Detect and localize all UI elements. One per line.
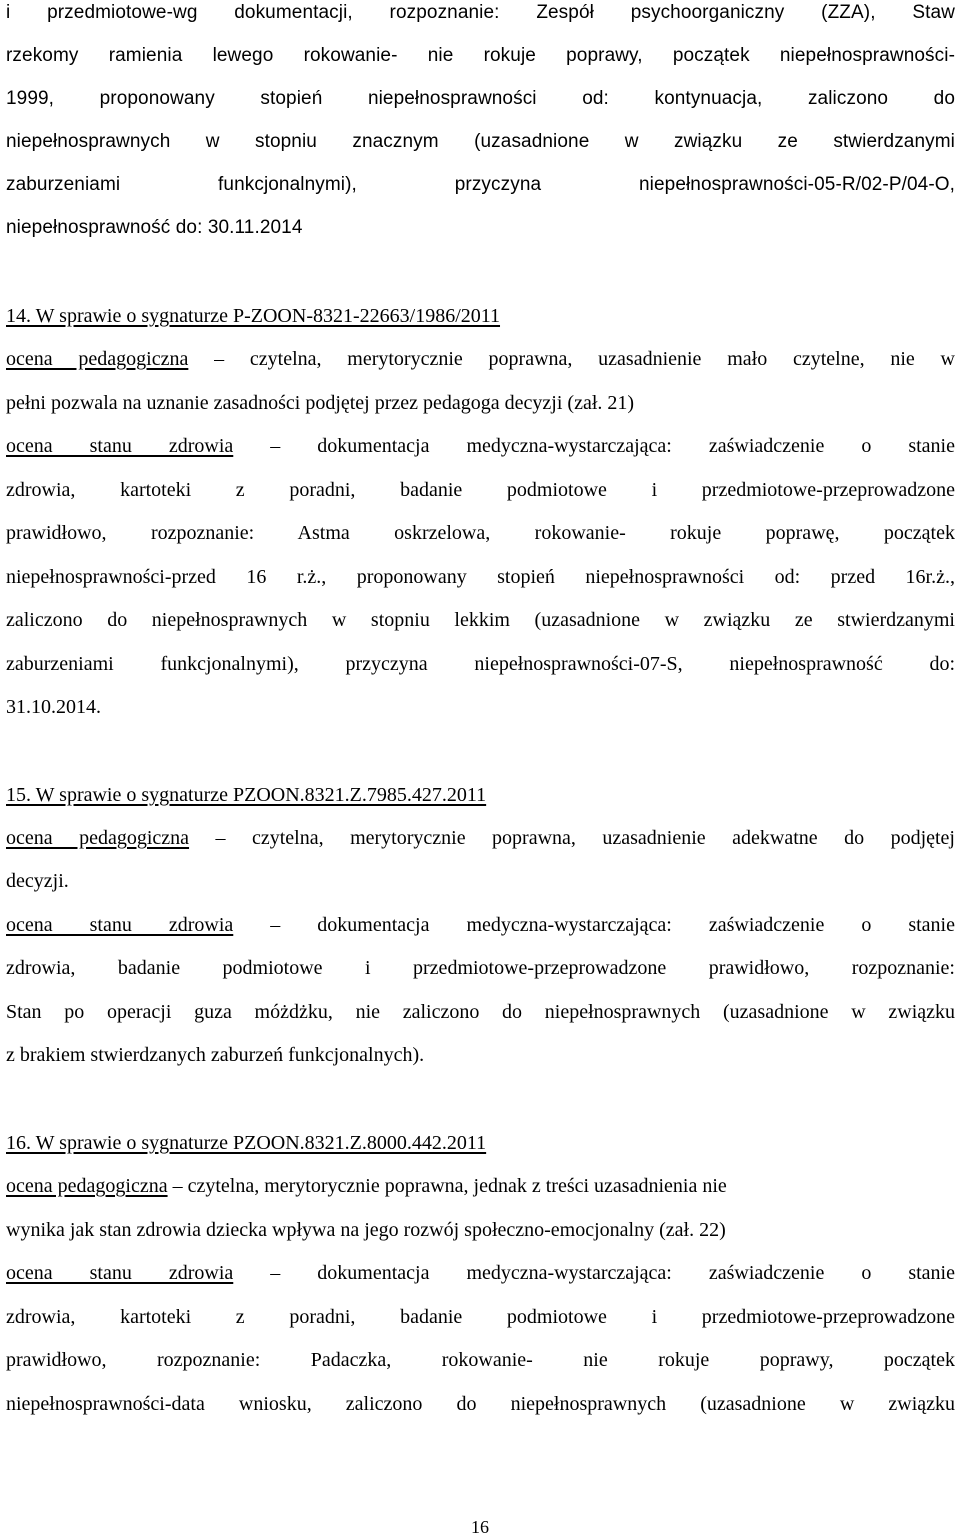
section-heading	[6, 1132, 955, 1155]
text-line: rzekomy ramienia lewego rokowanie- nie rokuje poprawy, początek niepełnosprawności-	[6, 45, 955, 66]
text-fragment: – dokumentacja medyczna-wystarczająca: zaświadczenie o stanie	[233, 914, 955, 936]
text-line: niepełnosprawności-przed 16 r.ż., proponowany stopień niepełnosprawności od: przed 16r.ż.,	[6, 566, 955, 588]
text-line: pełni pozwala na uznanie zasadności podjętej przez pedagoga decyzji (zał. 21)	[6, 392, 635, 414]
case-signature-heading: 14. W sprawie o sygnaturze P-ZOON-8321-22663/1986/2011	[6, 305, 501, 327]
text-fragment: – dokumentacja medyczna-wystarczająca: zaświadczenie o stanie	[233, 1262, 955, 1284]
text-line: 1999, proponowany stopień niepełnosprawności od: kontynuacja, zaliczono do	[6, 88, 955, 109]
text-line: zaburzeniami funkcjonalnymi), przyczyna niepełnosprawności-07-S, niepełnosprawność do:	[6, 653, 955, 675]
pedagogical-assessment-line	[6, 827, 955, 851]
text-line: zdrowia, badanie podmiotowe i przedmiotowe-przeprowadzone prawidłowo, rozpoznanie:	[6, 957, 955, 979]
page-number: 16	[471, 1517, 489, 1537]
health-assessment-line	[6, 914, 955, 938]
text-line: 31.10.2014.	[6, 696, 101, 718]
text-line: zdrowia, kartoteki z poradni, badanie podmiotowe i przedmiotowe-przeprowadzone	[6, 1306, 955, 1328]
pedagogical-assessment-line	[6, 348, 955, 372]
text-fragment: – czytelna, merytorycznie poprawna, jednak z treści uzasadnienia nie	[167, 1175, 727, 1197]
text-line: zaliczono do niepełnosprawnych w stopniu lekkim (uzasadnione w związku ze stwierdzanymi	[6, 609, 955, 631]
text-line: zdrowia, kartoteki z poradni, badanie podmiotowe i przedmiotowe-przeprowadzone	[6, 479, 955, 501]
text-line: prawidłowo, rozpoznanie: Astma oskrzelowa, rokowanie- rokuje poprawę, początek	[6, 522, 955, 544]
health-assessment-label: ocena stanu zdrowia	[6, 914, 234, 936]
text-line: niepełnosprawności-data wniosku, zaliczono do niepełnosprawnych (uzasadnione w związku	[6, 1393, 955, 1415]
pedagogical-assessment-label: ocena pedagogiczna	[6, 827, 190, 849]
pedagogical-assessment-line	[6, 1175, 955, 1198]
case-signature-heading: 16. W sprawie o sygnaturze PZOON.8321.Z.8000.442.2011	[6, 1132, 487, 1154]
text-line: decyzji.	[6, 870, 69, 892]
health-assessment-line	[6, 435, 955, 459]
text-line: zaburzeniami funkcjonalnymi), przyczyna niepełnosprawności-05-R/02-P/04-O,	[6, 174, 955, 195]
text-line: wynika jak stan zdrowia dziecka wpływa na jego rozwój społeczno-emocjonalny (zał. 22)	[6, 1219, 726, 1241]
text-fragment: – czytelna, merytorycznie poprawna, uzasadnienie mało czytelne, nie w	[188, 348, 955, 370]
section-heading	[6, 305, 955, 328]
text-line: niepełnosprawnych w stopniu znacznym (uzasadnione w związku ze stwierdzanymi	[6, 131, 955, 152]
section-heading	[6, 784, 955, 807]
text-line: z brakiem stwierdzanych zaburzeń funkcjonalnych).	[6, 1044, 425, 1066]
text-line: Stan po operacji guza móżdżku, nie zaliczono do niepełnosprawnych (uzasadnione w związku	[6, 1001, 955, 1023]
text-line: i przedmiotowe-wg dokumentacji, rozpoznanie: Zespół psychoorganiczny (ZZA), Staw	[6, 2, 955, 23]
pedagogical-assessment-label: ocena pedagogiczna	[6, 1175, 168, 1197]
text-line: niepełnosprawność do: 30.11.2014	[6, 217, 303, 238]
text-line: prawidłowo, rozpoznanie: Padaczka, rokowanie- nie rokuje poprawy, początek	[6, 1349, 955, 1371]
health-assessment-label: ocena stanu zdrowia	[6, 435, 234, 457]
health-assessment-label: ocena stanu zdrowia	[6, 1262, 234, 1284]
text-fragment: – dokumentacja medyczna-wystarczająca: zaświadczenie o stanie	[233, 435, 955, 457]
pedagogical-assessment-label: ocena pedagogiczna	[6, 348, 189, 370]
case-signature-heading: 15. W sprawie o sygnaturze PZOON.8321.Z.7985.427.2011	[6, 784, 487, 806]
health-assessment-line	[6, 1262, 955, 1286]
text-fragment: – czytelna, merytorycznie poprawna, uzasadnienie adekwatne do podjętej	[189, 827, 955, 849]
